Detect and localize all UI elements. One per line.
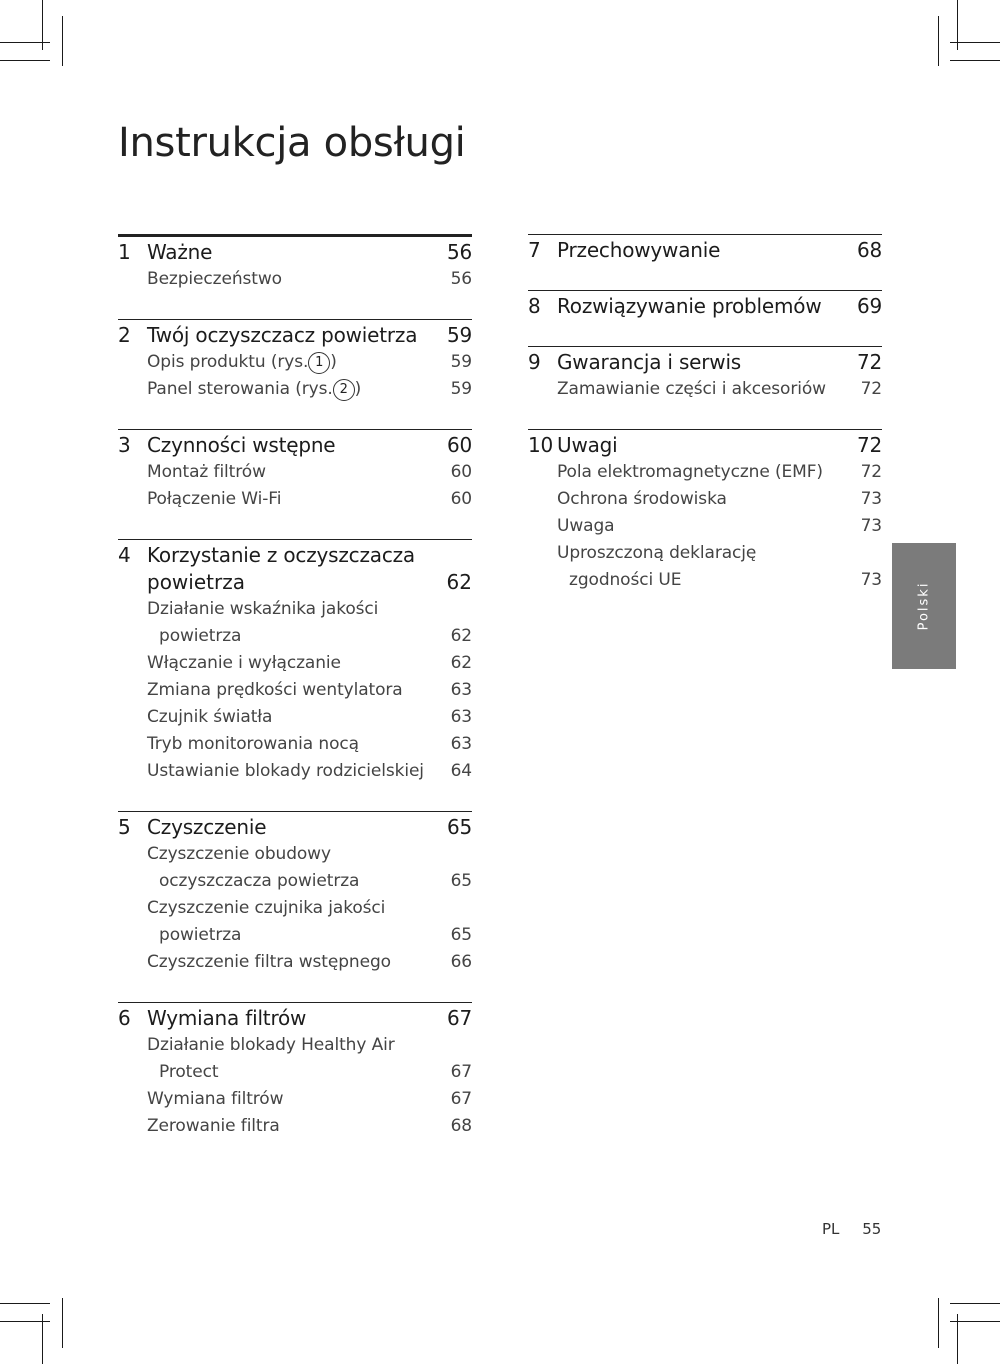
page-title: Instrukcja obsługi [118, 120, 466, 166]
section-page: 56 [446, 240, 472, 264]
entry-title: Wymiana filtrów [147, 1089, 284, 1109]
entry-page: 64 [450, 761, 472, 781]
toc-entry[interactable] [528, 376, 882, 403]
entry-title: Działanie blokady Healthy Air [147, 1035, 395, 1055]
entry-page: 60 [450, 462, 472, 482]
section-page: 68 [856, 238, 882, 262]
toc-entry-continued[interactable] [118, 623, 472, 650]
crop-mark [0, 60, 50, 61]
toc-entry[interactable] [118, 349, 472, 376]
section-heading[interactable] [528, 291, 882, 320]
entry-page: 66 [450, 952, 472, 972]
entry-page: 56 [450, 269, 472, 289]
section-number: 9 [528, 350, 541, 374]
section-heading[interactable] [118, 320, 472, 349]
toc-entry[interactable] [118, 758, 472, 785]
entry-title-continued: Protect [159, 1062, 219, 1082]
toc-entry[interactable] [118, 895, 472, 922]
toc-entry[interactable] [118, 949, 472, 976]
entry-title: Bezpieczeństwo [147, 269, 282, 289]
crop-mark [950, 1303, 1000, 1304]
entry-title: Czyszczenie filtra wstępnego [147, 952, 391, 972]
section-title: Wymiana filtrów [147, 1006, 307, 1030]
toc-entry-continued[interactable] [118, 922, 472, 949]
page-number: 55 [862, 1220, 882, 1238]
language-tab [892, 543, 956, 669]
entry-title: Uproszczoną deklarację [557, 543, 757, 563]
entry-page: 73 [860, 516, 882, 536]
section-title: Czynności wstępne [147, 433, 336, 457]
crop-mark [62, 16, 63, 66]
section-heading[interactable] [118, 540, 472, 569]
section-number: 3 [118, 433, 131, 457]
section-heading[interactable] [118, 237, 472, 266]
entry-page: 65 [450, 925, 472, 945]
toc-section [118, 811, 472, 1002]
entry-title [147, 376, 451, 403]
entry-title: Czujnik światła [147, 707, 273, 727]
section-page: 72 [856, 433, 882, 457]
toc-entry[interactable] [528, 540, 882, 567]
crop-mark [938, 16, 939, 66]
section-page: 59 [446, 323, 472, 347]
entry-title-continued: oczyszczacza powietrza [159, 871, 360, 891]
toc-entry[interactable] [118, 650, 472, 677]
language-tab-label: Polski [916, 581, 932, 631]
section-number: 1 [118, 240, 131, 264]
entry-title-continued: powietrza [159, 925, 242, 945]
toc-entry[interactable] [118, 841, 472, 868]
entry-page: 73 [860, 570, 882, 590]
toc-entry[interactable] [118, 677, 472, 704]
toc-entry-continued[interactable] [118, 868, 472, 895]
section-title: Twój oczyszczacz powietrza [147, 323, 418, 347]
entry-page: 59 [450, 379, 472, 399]
section-title: Czyszczenie [147, 815, 267, 839]
section-heading[interactable] [118, 430, 472, 459]
page-footer [822, 1220, 881, 1238]
section-title: Korzystanie z oczyszczacza [147, 543, 415, 567]
crop-mark [0, 1321, 50, 1322]
section-heading[interactable] [118, 812, 472, 841]
toc-right-column [528, 234, 882, 620]
section-page: 60 [446, 433, 472, 457]
toc-section [528, 429, 882, 620]
section-page: 65 [446, 815, 472, 839]
section-title-continued: powietrza [147, 570, 245, 594]
section-number: 2 [118, 323, 131, 347]
entry-page: 63 [450, 734, 472, 754]
crop-mark [0, 42, 50, 43]
section-page: 69 [856, 294, 882, 318]
entry-title: Pola elektromagnetyczne (EMF) [557, 462, 823, 482]
entry-title: Zerowanie filtra [147, 1116, 280, 1136]
toc-entry[interactable] [528, 486, 882, 513]
toc-left-column [118, 234, 472, 1166]
section-title: Uwagi [557, 433, 618, 457]
entry-title-prefix: Opis produktu (rys. [147, 352, 309, 372]
toc-entry-continued[interactable] [528, 567, 882, 594]
toc-entry[interactable] [118, 376, 472, 403]
toc-section [118, 429, 472, 539]
figure-number-badge: 2 [333, 379, 355, 401]
section-page: 62 [446, 570, 472, 594]
section-number: 6 [118, 1006, 131, 1030]
entry-title: Czyszczenie obudowy [147, 844, 331, 864]
toc-entry[interactable] [118, 459, 472, 486]
section-heading-continued [118, 569, 472, 596]
toc-section [528, 234, 882, 290]
entry-title: Montaż filtrów [147, 462, 266, 482]
entry-page: 65 [450, 871, 472, 891]
crop-mark [950, 42, 1000, 43]
entry-page: 63 [450, 680, 472, 700]
toc-entry[interactable] [118, 704, 472, 731]
crop-mark [938, 1298, 939, 1348]
crop-mark [950, 60, 1000, 61]
section-number: 7 [528, 238, 541, 262]
section-number: 5 [118, 815, 131, 839]
section-title: Ważne [147, 240, 213, 264]
entry-title-suffix: ) [354, 379, 362, 399]
section-heading[interactable] [528, 430, 882, 459]
toc-section [118, 319, 472, 429]
toc-section [118, 234, 472, 319]
toc-entry[interactable] [118, 1086, 472, 1113]
entry-page: 60 [450, 489, 472, 509]
entry-title: Ustawianie blokady rodzicielskiej [147, 761, 424, 781]
toc-entry[interactable] [118, 1032, 472, 1059]
section-heading[interactable] [118, 1003, 472, 1032]
entry-page: 62 [450, 626, 472, 646]
entry-title [147, 349, 451, 376]
section-heading[interactable] [528, 235, 882, 264]
toc-entry[interactable] [528, 459, 882, 486]
toc-entry-continued[interactable] [118, 1059, 472, 1086]
footer-language: PL [822, 1220, 840, 1238]
entry-page: 72 [860, 462, 882, 482]
entry-page: 68 [450, 1116, 472, 1136]
entry-title: Zamawianie części i akcesoriów [557, 379, 826, 399]
toc-section [528, 346, 882, 429]
entry-title: Włączanie i wyłączanie [147, 653, 341, 673]
section-title: Rozwiązywanie problemów [557, 294, 822, 318]
toc-entry[interactable] [528, 513, 882, 540]
entry-page: 67 [450, 1062, 472, 1082]
entry-page: 72 [860, 379, 882, 399]
toc-section [118, 539, 472, 811]
toc-entry[interactable] [118, 486, 472, 513]
toc-entry[interactable] [118, 266, 472, 293]
entry-title: Czyszczenie czujnika jakości [147, 898, 386, 918]
entry-title-prefix: Panel sterowania (rys. [147, 379, 333, 399]
crop-mark [62, 1298, 63, 1348]
figure-number-badge: 1 [308, 352, 330, 374]
crop-mark [950, 1321, 1000, 1322]
entry-page: 73 [860, 489, 882, 509]
entry-page: 63 [450, 707, 472, 727]
section-heading[interactable] [528, 347, 882, 376]
entry-page: 62 [450, 653, 472, 673]
entry-page: 67 [450, 1089, 472, 1109]
entry-title: Zmiana prędkości wentylatora [147, 680, 403, 700]
toc-section [118, 1002, 472, 1166]
entry-title: Ochrona środowiska [557, 489, 727, 509]
section-title: Przechowywanie [557, 238, 721, 262]
entry-title-suffix: ) [330, 352, 337, 372]
section-number: 4 [118, 543, 131, 567]
section-number: 10 [528, 433, 554, 457]
entry-page: 59 [450, 352, 472, 372]
entry-title: Działanie wskaźnika jakości [147, 599, 379, 619]
toc-entry[interactable] [118, 596, 472, 623]
section-page: 67 [446, 1006, 472, 1030]
entry-title: Połączenie Wi-Fi [147, 489, 282, 509]
section-page: 72 [856, 350, 882, 374]
section-number: 8 [528, 294, 541, 318]
toc-entry[interactable] [118, 1113, 472, 1140]
section-title: Gwarancja i serwis [557, 350, 742, 374]
crop-mark [0, 1303, 50, 1304]
entry-title-continued: zgodności UE [569, 570, 682, 590]
toc-section [528, 290, 882, 346]
entry-title-continued: powietrza [159, 626, 242, 646]
toc-entry[interactable] [118, 731, 472, 758]
entry-title: Tryb monitorowania nocą [147, 734, 359, 754]
entry-title: Uwaga [557, 516, 615, 536]
